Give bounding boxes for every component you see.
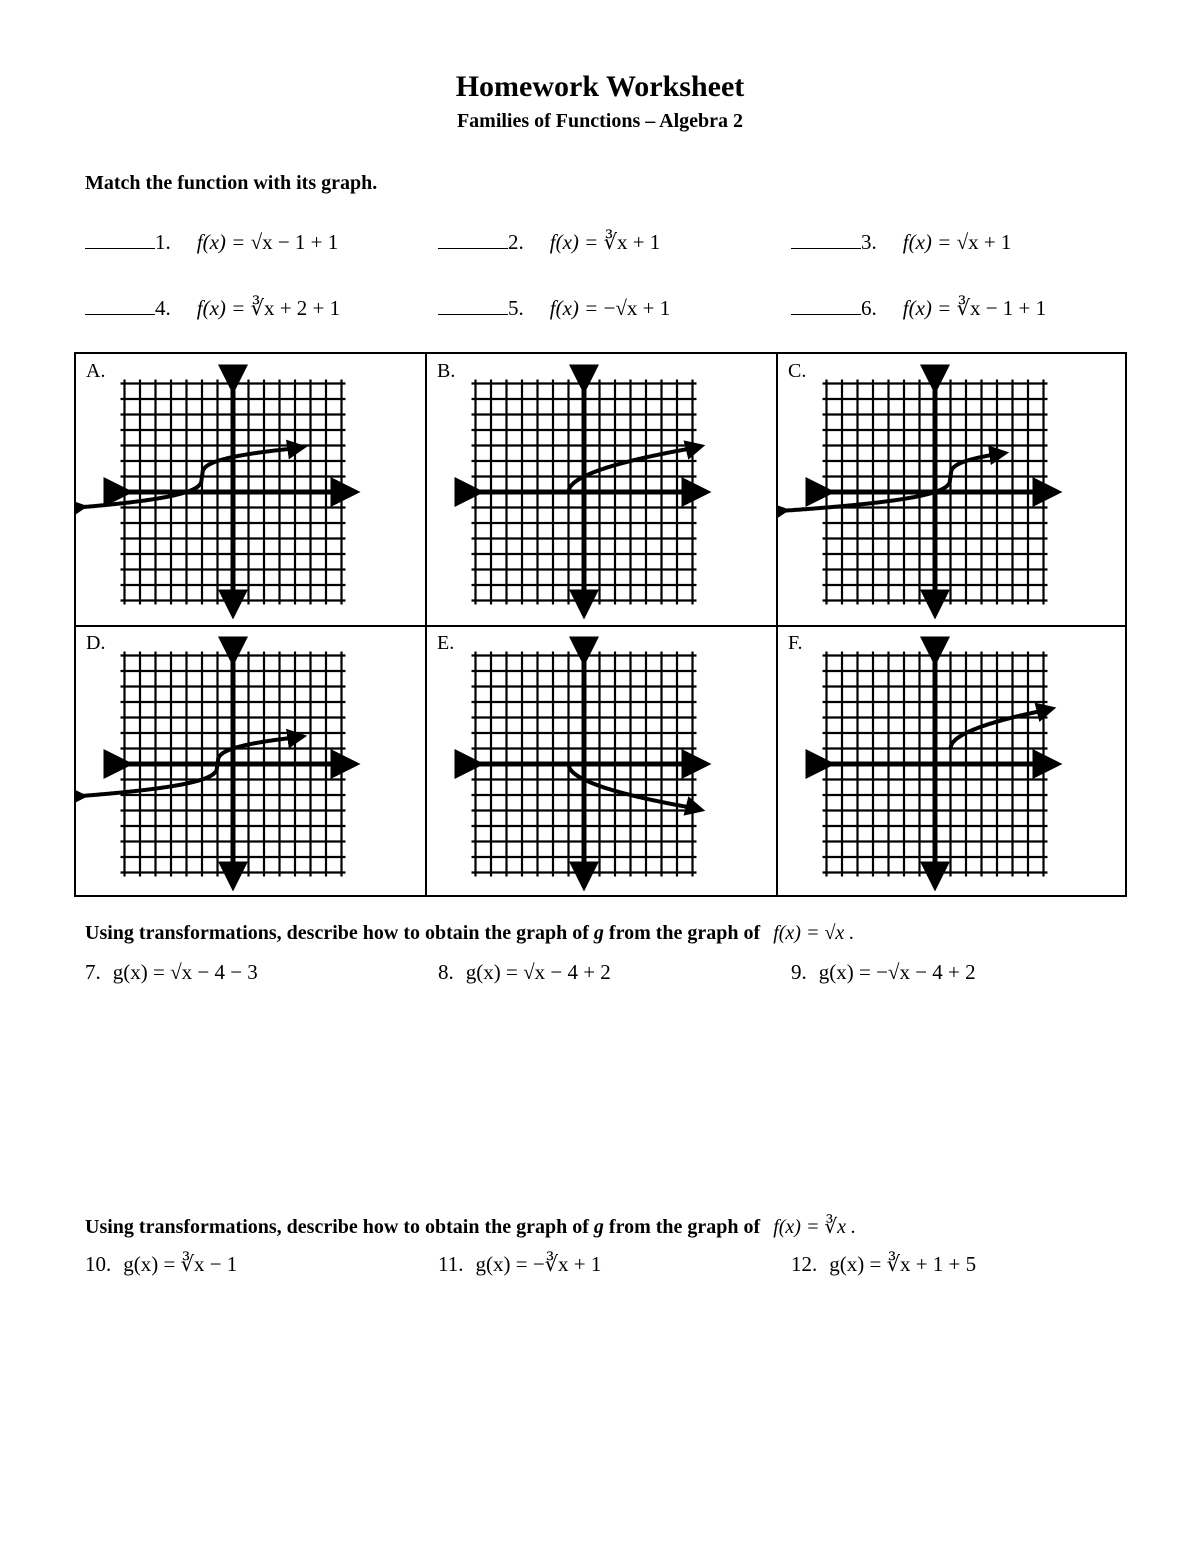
problem-7: 7. g(x) = √x − 4 − 3 bbox=[85, 960, 258, 984]
graph-c bbox=[778, 354, 1129, 626]
match-item-4: 4. f(x) = ∛x + 2 + 1 bbox=[85, 296, 340, 321]
function-expression: f(x) = bbox=[902, 230, 952, 254]
page-subtitle: Families of Functions – Algebra 2 bbox=[456, 110, 744, 132]
function-expression: g(x) = ∛x + 1 + 5 bbox=[829, 1252, 977, 1276]
problem-10: 10. g(x) = ∛x − 1 bbox=[85, 1252, 238, 1276]
function-expression: g(x) = −∛x + 1 bbox=[475, 1252, 602, 1276]
function-rhs: ∛x − 1 + 1 bbox=[956, 296, 1047, 320]
graph-cell-a bbox=[76, 354, 427, 626]
answer-blank-6[interactable] bbox=[791, 296, 861, 315]
function-expression: f(x) = bbox=[196, 230, 246, 254]
match-item-1: 1. f(x) = √x − 1 + 1 bbox=[85, 230, 338, 255]
match-item-2: 2. f(x) = ∛x + 1 bbox=[438, 230, 660, 255]
function-rhs: √x + 1 bbox=[956, 230, 1012, 254]
answer-blank-4[interactable] bbox=[85, 296, 155, 315]
sqrt-transform-instruction: Using transformations, describe how to obtain the graph of g from the graph of f(x) = √x . bbox=[85, 922, 855, 944]
answer-blank-1[interactable] bbox=[85, 230, 155, 249]
graph-b bbox=[427, 354, 778, 626]
answer-blank-2[interactable] bbox=[438, 230, 508, 249]
function-rhs: −√x + 1 bbox=[603, 296, 671, 320]
function-expression: f(x) = bbox=[549, 230, 599, 254]
function-expression: g(x) = √x − 4 − 3 bbox=[112, 960, 258, 984]
answer-blank-3[interactable] bbox=[791, 230, 861, 249]
match-item-3: 3. f(x) = √x + 1 bbox=[791, 230, 1011, 255]
graph-letter: C. bbox=[788, 360, 807, 382]
answer-blank-5[interactable] bbox=[438, 296, 508, 315]
function-expression: g(x) = −√x − 4 + 2 bbox=[818, 960, 976, 984]
function-rhs: ∛x + 2 + 1 bbox=[250, 296, 341, 320]
function-expression: g(x) = √x − 4 + 2 bbox=[465, 960, 611, 984]
problem-11: 11. g(x) = −∛x + 1 bbox=[438, 1252, 602, 1276]
graph-cell-b bbox=[427, 354, 778, 626]
page-title: Homework Worksheet bbox=[455, 70, 745, 103]
function-expression: f(x) = bbox=[196, 296, 246, 320]
graph-letter: D. bbox=[86, 632, 106, 654]
graph-cell-f bbox=[778, 626, 1129, 898]
problem-8: 8. g(x) = √x − 4 + 2 bbox=[438, 960, 611, 984]
graph-letter: F. bbox=[788, 632, 803, 654]
graph-a bbox=[76, 354, 427, 626]
function-rhs: √x − 1 + 1 bbox=[250, 230, 339, 254]
parent-function: f(x) = √x . bbox=[773, 922, 855, 944]
cbrt-transform-instruction: Using transformations, describe how to obtain the graph of g from the graph of f(x) = ∛x . bbox=[85, 1216, 857, 1238]
graph-letter: B. bbox=[437, 360, 456, 382]
graph-f bbox=[778, 626, 1129, 898]
problem-12: 12. g(x) = ∛x + 1 + 5 bbox=[791, 1252, 977, 1276]
graph-letter: A. bbox=[86, 360, 106, 382]
match-item-6: 6. f(x) = ∛x − 1 + 1 bbox=[791, 296, 1046, 321]
match-instruction: Match the function with its graph. bbox=[85, 172, 378, 194]
graph-cell-e bbox=[427, 626, 778, 898]
function-expression: g(x) = ∛x − 1 bbox=[123, 1252, 238, 1276]
graph-e bbox=[427, 626, 778, 898]
parent-function: f(x) = ∛x . bbox=[773, 1216, 857, 1238]
function-expression: f(x) = bbox=[902, 296, 952, 320]
graph-cell-d bbox=[76, 626, 427, 898]
graph-letter: E. bbox=[437, 632, 455, 654]
problem-9: 9. g(x) = −√x − 4 + 2 bbox=[791, 960, 976, 984]
match-item-5: 5. f(x) = −√x + 1 bbox=[438, 296, 670, 321]
graph-cell-c bbox=[778, 354, 1129, 626]
function-rhs: ∛x + 1 bbox=[603, 230, 661, 254]
graph-panel bbox=[74, 352, 1127, 897]
graph-d bbox=[76, 626, 427, 898]
function-expression: f(x) = bbox=[549, 296, 599, 320]
